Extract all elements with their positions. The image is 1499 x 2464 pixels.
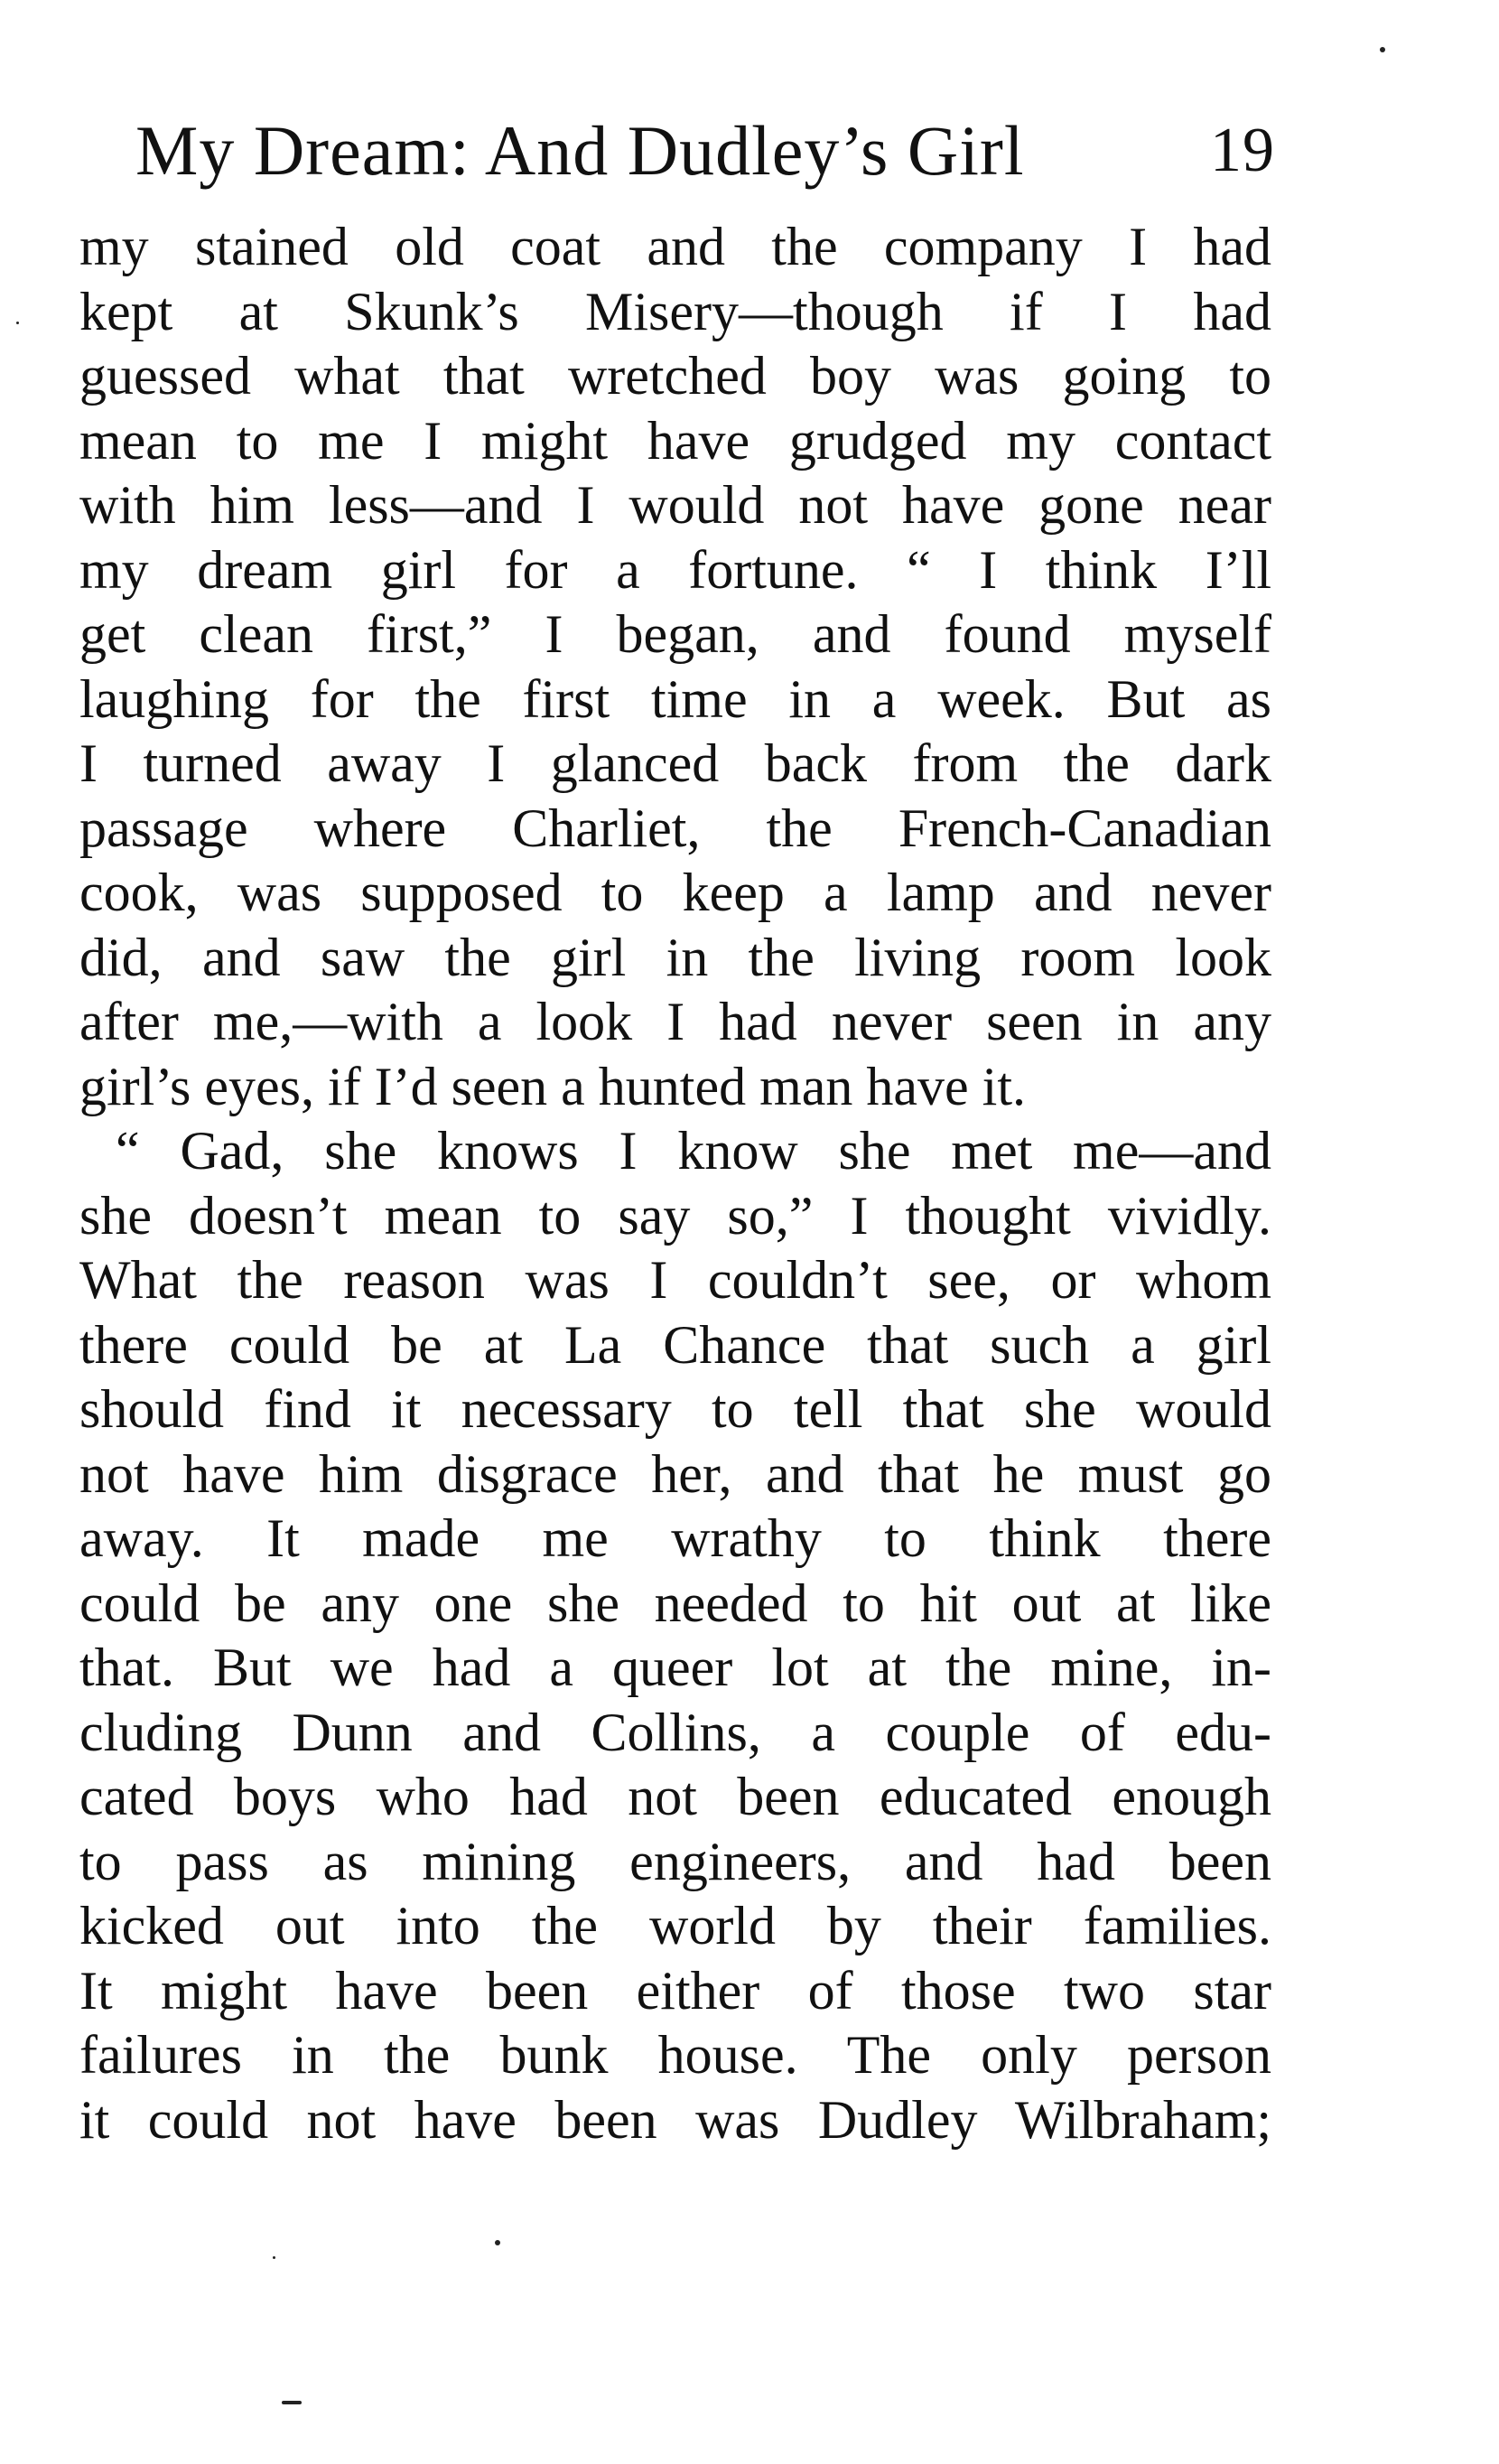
text-line: away. It made me wrathy to think there (79, 1508, 1271, 1568)
page-number: 19 (1210, 116, 1275, 185)
text-line: failures in the bunk house. The only person (79, 2025, 1271, 2085)
text-line: there could be at La Chance that such a girl (79, 1314, 1271, 1375)
text-line: with him less—and I would not have gone near (79, 475, 1271, 535)
scan-speck (16, 322, 19, 324)
text-line: passage where Charliet, the French-Canadian (79, 798, 1271, 858)
text-line: cated boys who had not been educated enough (79, 1767, 1271, 1826)
text-line: could be any one she needed to hit out at like (79, 1573, 1271, 1633)
text-line: should find it necessary to tell that she would (79, 1379, 1271, 1439)
text-line: “ Gad, she knows I know she met me—and (116, 1121, 1271, 1181)
text-line: What the reason was I couldn’t see, or whom (79, 1250, 1271, 1310)
text-line: she doesn’t mean to say so,” I thought vividly. (79, 1185, 1271, 1246)
running-title: My Dream: And Dudley’s Girl (135, 111, 1025, 190)
text-line: get clean first,” I began, and found myself (79, 604, 1271, 664)
text-line: did, and saw the girl in the living room look (79, 927, 1271, 987)
text-line: to pass as mining engineers, and had been (79, 1831, 1271, 1891)
text-line: cook, was supposed to keep a lamp and never (79, 863, 1271, 922)
text-line: kicked out into the world by their families. (79, 1896, 1271, 1955)
text-line: I turned away I glanced back from the dark (79, 733, 1271, 793)
text-line: my dream girl for a fortune. “ I think I’ll (79, 539, 1271, 600)
text-line: after me,—with a look I had never seen in any (79, 992, 1271, 1051)
text-line: laughing for the first time in a week. But as (79, 668, 1271, 729)
scan-speck (273, 2256, 275, 2259)
text-line: It might have been either of those two star (79, 1960, 1271, 2021)
body-text (79, 215, 1271, 2152)
text-line: girl’s eyes, if I’d seen a hunted man have it. (79, 1056, 1027, 1116)
scan-speck (282, 2401, 302, 2404)
text-line: that. But we had a queer lot at the mine, in- (79, 1638, 1271, 1697)
text-line: guessed what that wretched boy was going to (79, 346, 1271, 406)
text-line: my stained old coat and the company I had (79, 217, 1271, 276)
scan-speck (495, 2240, 500, 2245)
scan-speck (1380, 47, 1385, 52)
text-line: it could not have been was Dudley Wilbraham; (79, 2089, 1271, 2150)
text-line: kept at Skunk’s Misery—though if I had (79, 281, 1271, 341)
text-line: not have him disgrace her, and that he must go (79, 1443, 1271, 1504)
running-head (135, 101, 1275, 201)
text-line: mean to me I might have grudged my contact (79, 410, 1271, 471)
text-line: cluding Dunn and Collins, a couple of edu- (79, 1702, 1271, 1762)
